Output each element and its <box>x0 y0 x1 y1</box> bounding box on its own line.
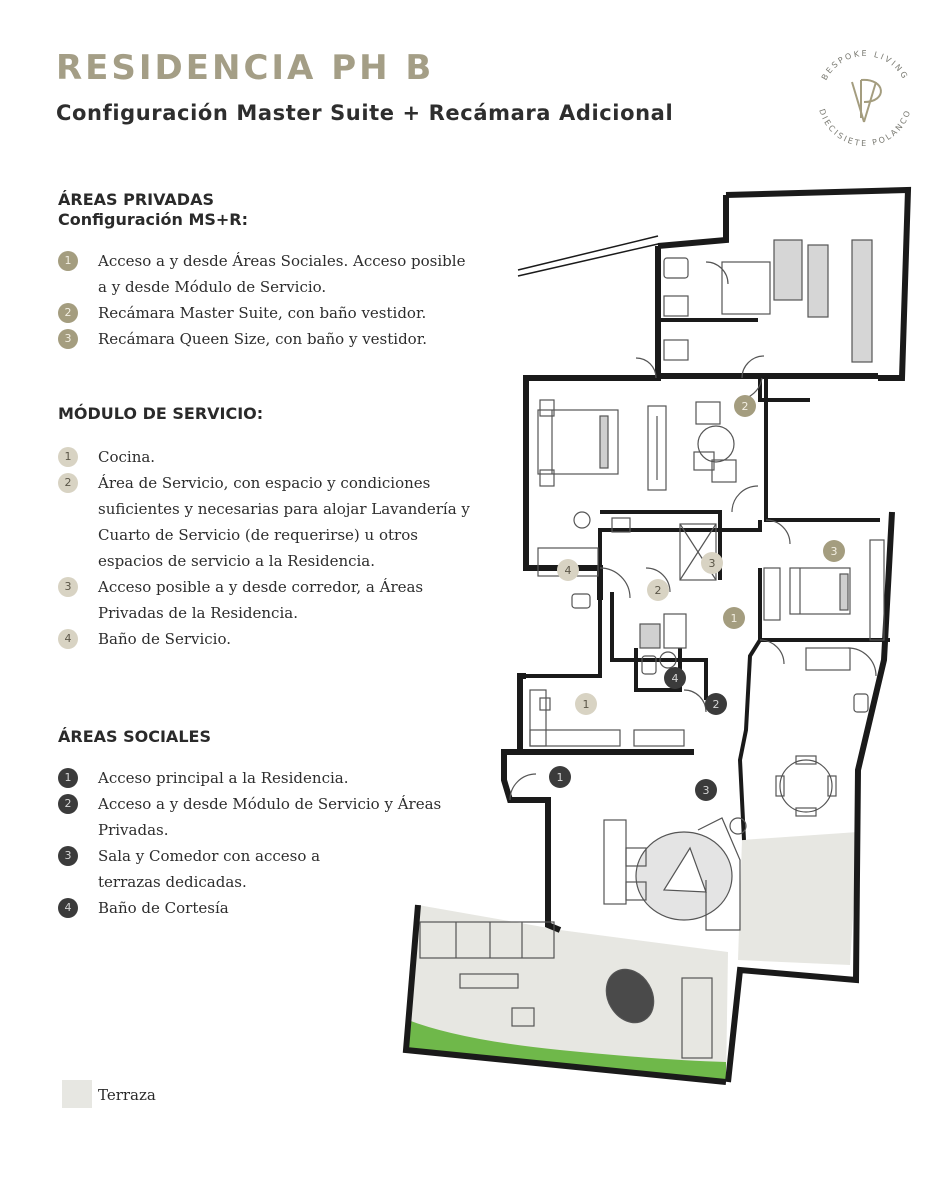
secondary-bedroom <box>760 520 884 712</box>
section-title: ÁREAS PRIVADAS <box>58 190 214 209</box>
number-badge: 2 <box>58 303 78 323</box>
plan-marker-label: 4 <box>671 672 679 685</box>
item-text: Acceso principal a la Residencia. <box>98 769 349 787</box>
page-subtitle: Configuración Master Suite + Recámara Adicional <box>56 101 674 125</box>
kitchen <box>510 690 684 800</box>
plan-marker-label: 2 <box>654 584 662 597</box>
section-subtitle: Configuración MS+R: <box>58 210 249 229</box>
number-badge: 4 <box>58 629 78 649</box>
number-badge: 4 <box>58 898 78 918</box>
logo-text-top: BESPOKE LIVING <box>819 48 911 82</box>
logo-text-bottom: DIECISIETE POLANCO <box>817 107 913 149</box>
master-bedroom <box>538 378 762 528</box>
number-badge: 2 <box>58 794 78 814</box>
plan-marker-label: 1 <box>556 771 564 784</box>
item-text: Recámara Master Suite, con baño vestidor. <box>98 304 427 322</box>
plan-marker-label: 2 <box>712 698 720 711</box>
plan-marker-label: 1 <box>730 612 738 625</box>
plan-marker-label: 3 <box>830 545 838 558</box>
plan-marker-label: 4 <box>564 564 572 577</box>
number-badge: 3 <box>58 846 78 866</box>
item-text: Cocina. <box>98 448 156 466</box>
item-text: Área de Servicio, con espacio y condiciones suficientes y necesarias para alojar Lavandería y Cuarto de Servicio (de requerirse) u otros espacios de servicio a la Residencia. <box>98 474 470 570</box>
plan-marker-label: 3 <box>702 784 710 797</box>
item-text: Acceso a y desde Áreas Sociales. Acceso posible a y desde Módulo de Servicio. <box>98 252 466 296</box>
number-badge: 2 <box>58 473 78 493</box>
number-badge: 1 <box>58 447 78 467</box>
plan-marker-label: 2 <box>741 400 749 413</box>
item-text: Acceso posible a y desde corredor, a Áreas Privadas de la Residencia. <box>98 578 424 622</box>
terrace-area-right <box>738 832 858 965</box>
page-title: RESIDENCIA PH B <box>56 48 435 88</box>
item-text: Recámara Queen Size, con baño y vestidor. <box>98 330 427 348</box>
number-badge: 3 <box>58 329 78 349</box>
balcony-lines <box>518 236 658 276</box>
number-badge: 1 <box>58 768 78 788</box>
item-text: Sala y Comedor con acceso a terrazas dedicadas. <box>98 847 321 891</box>
service-module <box>538 518 716 712</box>
item-text: Acceso a y desde Módulo de Servicio y Áreas Privadas. <box>98 795 442 839</box>
number-badge: 1 <box>58 251 78 271</box>
section-title: ÁREAS SOCIALES <box>58 727 211 746</box>
plan-marker-label: 3 <box>708 557 716 570</box>
master-bath <box>636 240 872 378</box>
plan-marker-label: 1 <box>582 698 590 711</box>
legend-label: Terraza <box>98 1086 156 1104</box>
item-text: Baño de Servicio. <box>98 630 232 648</box>
item-text: Baño de Cortesía <box>98 899 229 917</box>
number-badge: 3 <box>58 577 78 597</box>
section-title: MÓDULO DE SERVICIO: <box>58 404 264 423</box>
plan-markers-privadas <box>723 395 845 629</box>
